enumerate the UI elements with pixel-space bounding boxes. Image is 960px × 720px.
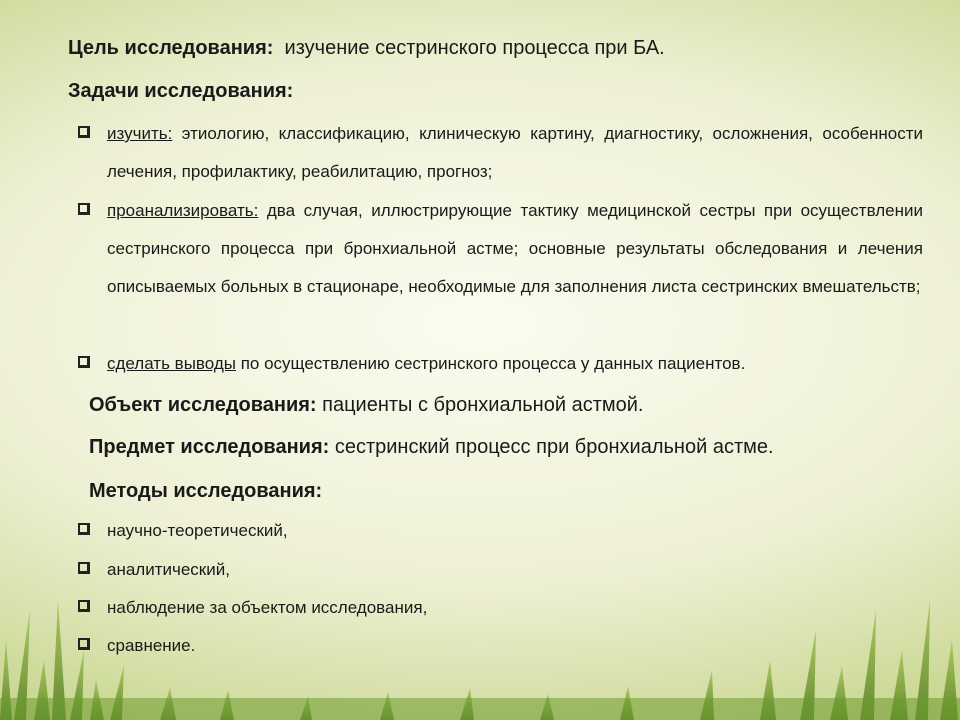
- checkbox-bullet-icon: [78, 126, 89, 137]
- checkbox-bullet-icon: [78, 356, 89, 367]
- research-object: [89, 394, 643, 417]
- checkbox-bullet-icon: [78, 203, 89, 214]
- goal-label: Цель исследования:: [68, 37, 274, 59]
- task-item-2: [107, 192, 923, 306]
- method-item: научно-теоретический,: [107, 521, 288, 540]
- object-label: Объект исследования:: [89, 394, 317, 416]
- grass-decoration: [0, 570, 960, 720]
- goal-text: изучение сестринского процесса при БА.: [284, 37, 665, 59]
- method-item: сравнение.: [107, 636, 196, 655]
- task-1-text: этиологию, классификацию, клиническую картину, диагностику, осложнения, особенности лечения, профилактику, реабилитацию, прогноз;: [107, 124, 923, 181]
- subject-text: сестринский процесс при бронхиальной астме.: [329, 436, 774, 458]
- research-subject: [89, 436, 774, 459]
- task-1-keyword: изучить:: [107, 124, 173, 143]
- task-2-keyword: проанализировать:: [107, 201, 259, 220]
- task-3-keyword: сделать выводы: [107, 354, 236, 373]
- method-item: наблюдение за объектом исследования,: [107, 598, 428, 617]
- method-item: аналитический,: [107, 560, 230, 579]
- tasks-heading: Задачи исследования:: [68, 80, 294, 102]
- task-3-text: по осуществлению сестринского процесса у данных пациентов.: [236, 354, 746, 373]
- task-item-1: [107, 115, 923, 191]
- checkbox-bullet-icon: [78, 523, 89, 534]
- task-2-text: два случая, иллюстрирующие тактику медицинской сестры при осуществлении сестринского процесса при бронхиальной астме; основные результаты обследования и лечения описываемых больных в стационаре, необходимые для заполнения листа сестринских вмешательств;: [107, 201, 923, 296]
- task-item-3: [107, 345, 923, 383]
- research-goal: [68, 37, 665, 60]
- subject-label: Предмет исследования:: [89, 436, 330, 458]
- methods-heading: Методы исследования:: [89, 480, 323, 502]
- object-text: пациенты с бронхиальной астмой.: [316, 394, 644, 416]
